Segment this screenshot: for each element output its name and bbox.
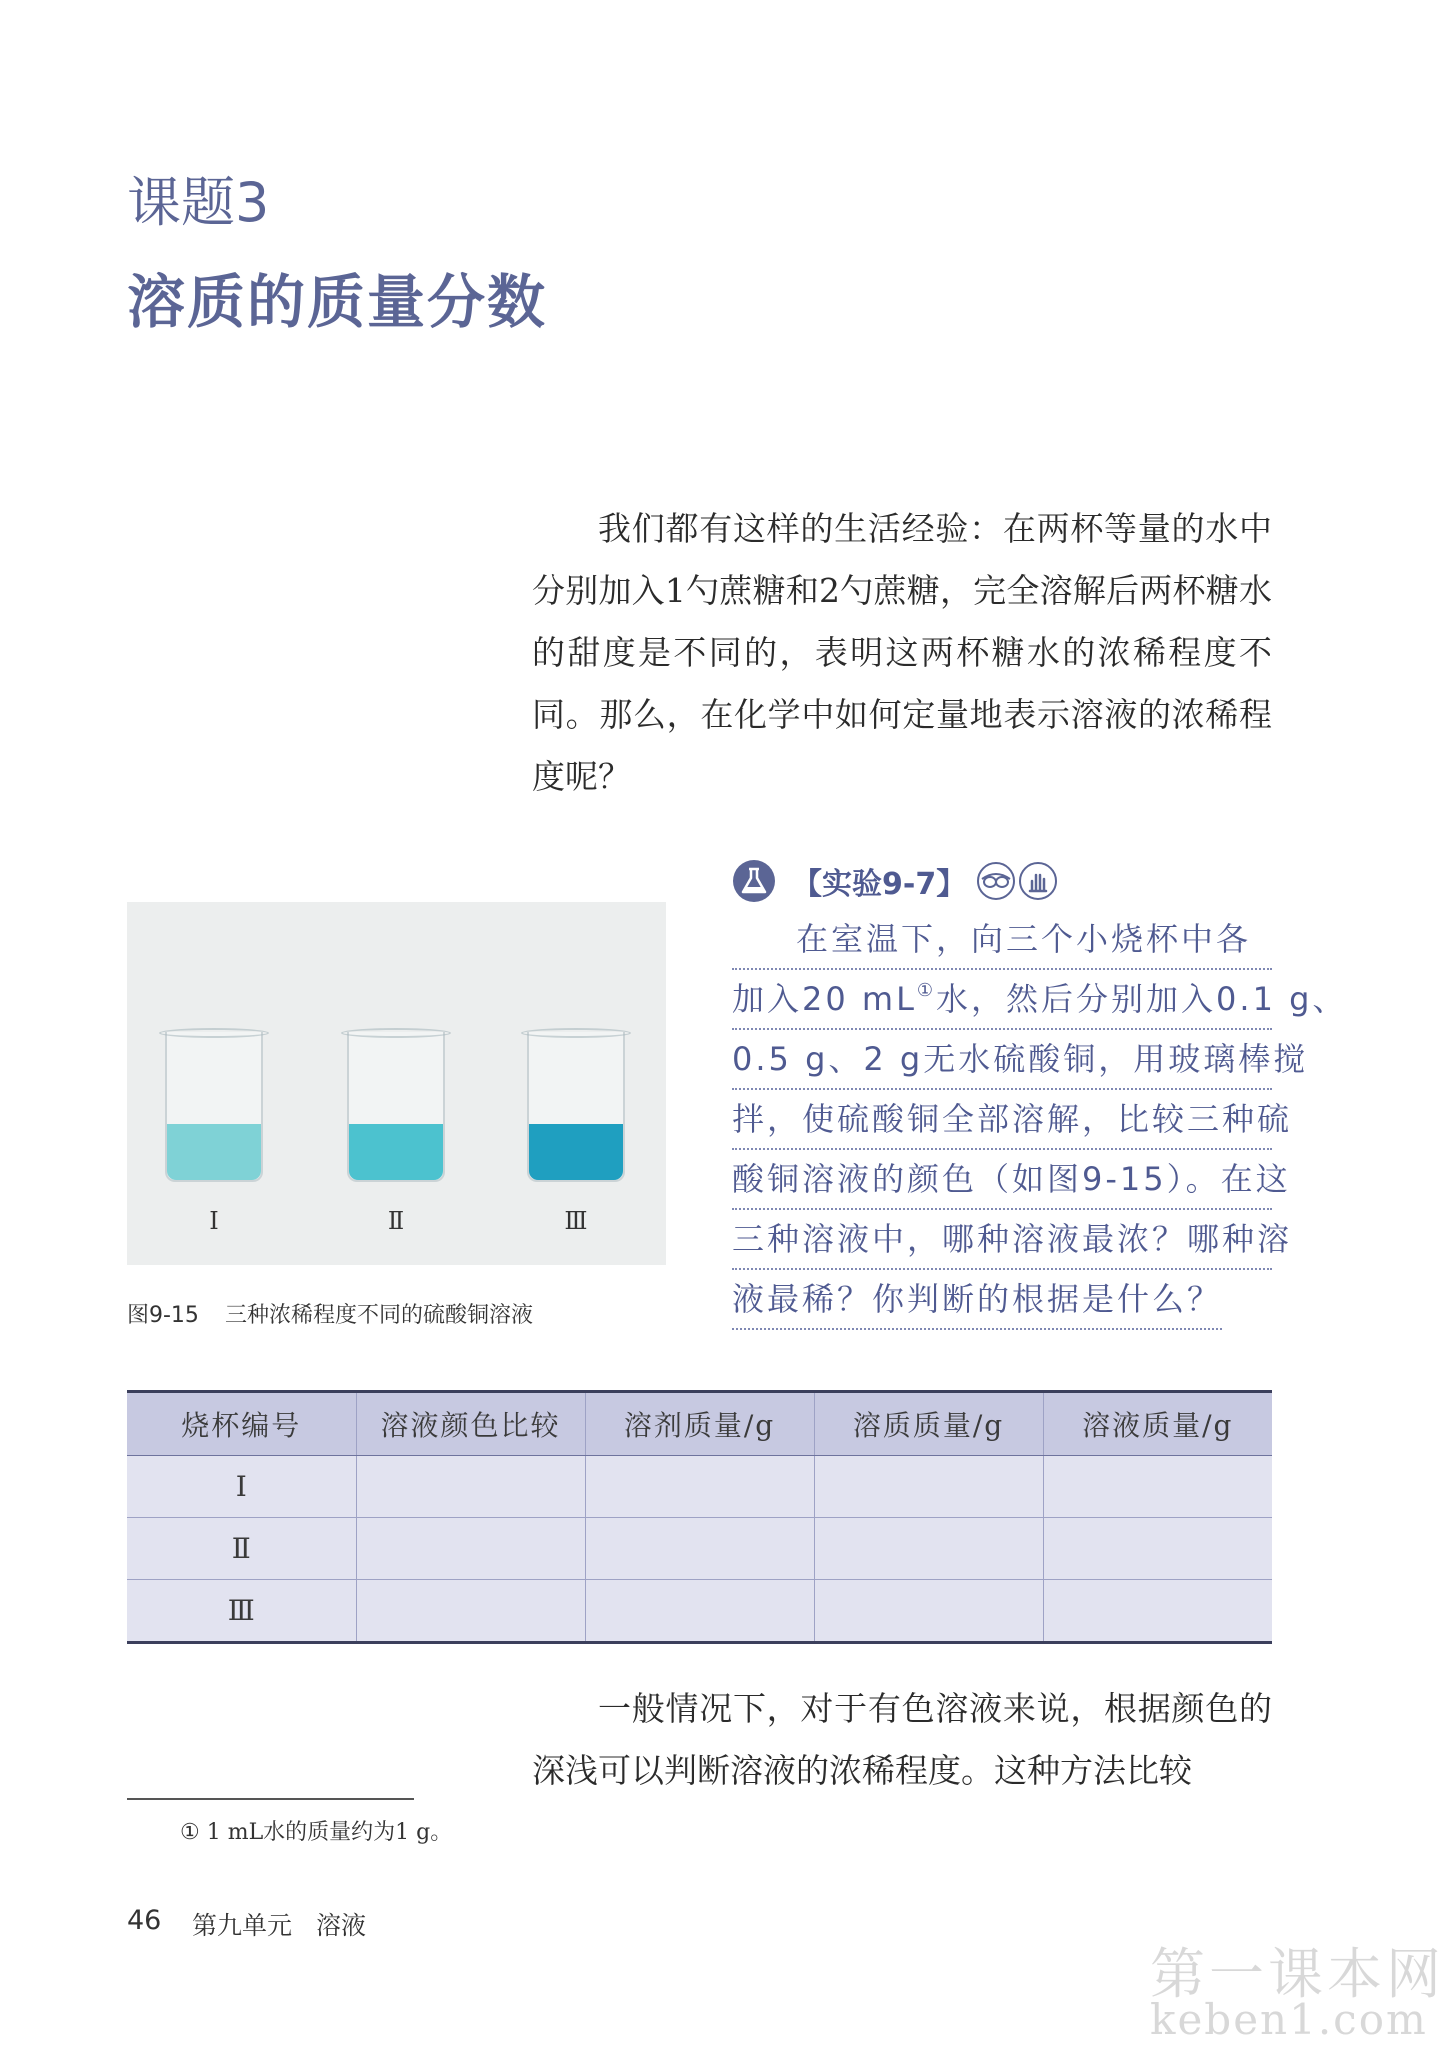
table-cell[interactable]	[814, 1580, 1043, 1643]
closing-text: 一般情况下，对于有色溶液来说，根据颜色的深浅可以判断溶液的浓稀程度。这种方法比较	[532, 1689, 1272, 1790]
unit-name: 第九单元	[192, 1911, 293, 1940]
table-cell[interactable]	[585, 1580, 814, 1643]
table-cell[interactable]	[814, 1456, 1043, 1518]
beaker-label-2: Ⅱ	[387, 1207, 405, 1235]
table-cell[interactable]	[356, 1580, 585, 1643]
table-row	[127, 1456, 1272, 1518]
page-number: 46	[127, 1905, 162, 1936]
lesson-label: 课题3	[127, 171, 270, 234]
figure-number: 图9-15	[127, 1303, 199, 1328]
experiment-line-2	[732, 970, 1348, 1030]
beaker-1	[165, 1032, 263, 1182]
data-table	[127, 1390, 1272, 1644]
experiment-title: 【实验9-7】	[792, 867, 967, 902]
table-cell[interactable]	[1043, 1518, 1272, 1580]
watermark-en: keben1.com	[1150, 1995, 1428, 2044]
experiment-line-5: 酸铜溶液的颜色（如图9-15）。在这	[732, 1150, 1272, 1210]
beakers-photo	[127, 902, 666, 1265]
experiment-line-2a: 加入20 mL	[732, 980, 917, 1018]
experiment-text	[732, 910, 1348, 1330]
experiment-line-3: 0.5 g、2 g无水硫酸铜，用玻璃棒搅	[732, 1030, 1272, 1090]
experiment-line-4: 拌，使硫酸铜全部溶解，比较三种硫	[732, 1090, 1272, 1150]
watermark-cn: 第一课本网	[1150, 1942, 1446, 2006]
header-solution-mass: 溶液质量/g	[1043, 1392, 1272, 1456]
experiment-line-1: 在室温下，向三个小烧杯中各	[732, 910, 1272, 970]
hand-safety-icon	[1018, 861, 1058, 901]
table-cell[interactable]	[356, 1518, 585, 1580]
footnote-ref: ①	[916, 980, 937, 1001]
goggles-icon	[976, 861, 1016, 901]
table-cell[interactable]	[356, 1456, 585, 1518]
experiment-line-6: 三种溶液中，哪种溶液最浓？哪种溶	[732, 1210, 1272, 1270]
table-cell[interactable]	[1043, 1580, 1272, 1643]
header-solute-mass: 溶质质量/g	[814, 1392, 1043, 1456]
closing-paragraph	[532, 1678, 1272, 1802]
table-row	[127, 1580, 1272, 1643]
experiment-line-7: 液最稀？你判断的根据是什么？	[732, 1270, 1222, 1330]
row-label: Ⅲ	[127, 1580, 356, 1643]
beaker-label-3: Ⅲ	[564, 1207, 588, 1235]
figure-caption	[127, 1298, 533, 1329]
intro-text: 我们都有这样的生活经验：在两杯等量的水中分别加入1勺蔗糖和2勺蔗糖，完全溶解后两杯糖水的甜度是不同的，表明这两杯糖水的浓稀程度不同。那么，在化学中如何定量地表示溶液的浓稀程度呢？	[532, 509, 1272, 796]
flask-icon	[732, 859, 776, 903]
table-cell[interactable]	[585, 1456, 814, 1518]
table-header-row	[127, 1392, 1272, 1456]
beaker-3	[527, 1032, 625, 1182]
experiment-heading	[732, 858, 1058, 904]
beaker-2-solution	[349, 1124, 443, 1180]
beaker-2	[347, 1032, 445, 1182]
table-row	[127, 1518, 1272, 1580]
table-cell[interactable]	[1043, 1456, 1272, 1518]
beaker-label-1: Ⅰ	[209, 1207, 219, 1235]
row-label: Ⅱ	[127, 1518, 356, 1580]
row-label: Ⅰ	[127, 1456, 356, 1518]
table-cell[interactable]	[585, 1518, 814, 1580]
beaker-3-solution	[529, 1124, 623, 1180]
intro-paragraph	[532, 498, 1272, 808]
header-beaker-number: 烧杯编号	[127, 1392, 356, 1456]
footnote: ① 1 mL水的质量约为1 g。	[180, 1820, 453, 1845]
header-color-comparison: 溶液颜色比较	[356, 1392, 585, 1456]
experiment-line-2b: 水，然后分别加入0.1 g、	[936, 980, 1348, 1018]
footnote-divider	[127, 1798, 414, 1800]
topic-name: 溶液	[316, 1911, 367, 1940]
table-cell[interactable]	[814, 1518, 1043, 1580]
beaker-1-solution	[167, 1124, 261, 1180]
figure-caption-text: 三种浓稀程度不同的硫酸铜溶液	[224, 1303, 533, 1328]
running-header	[192, 1906, 366, 1942]
header-solvent-mass: 溶剂质量/g	[585, 1392, 814, 1456]
page-title: 溶质的质量分数	[127, 268, 548, 336]
